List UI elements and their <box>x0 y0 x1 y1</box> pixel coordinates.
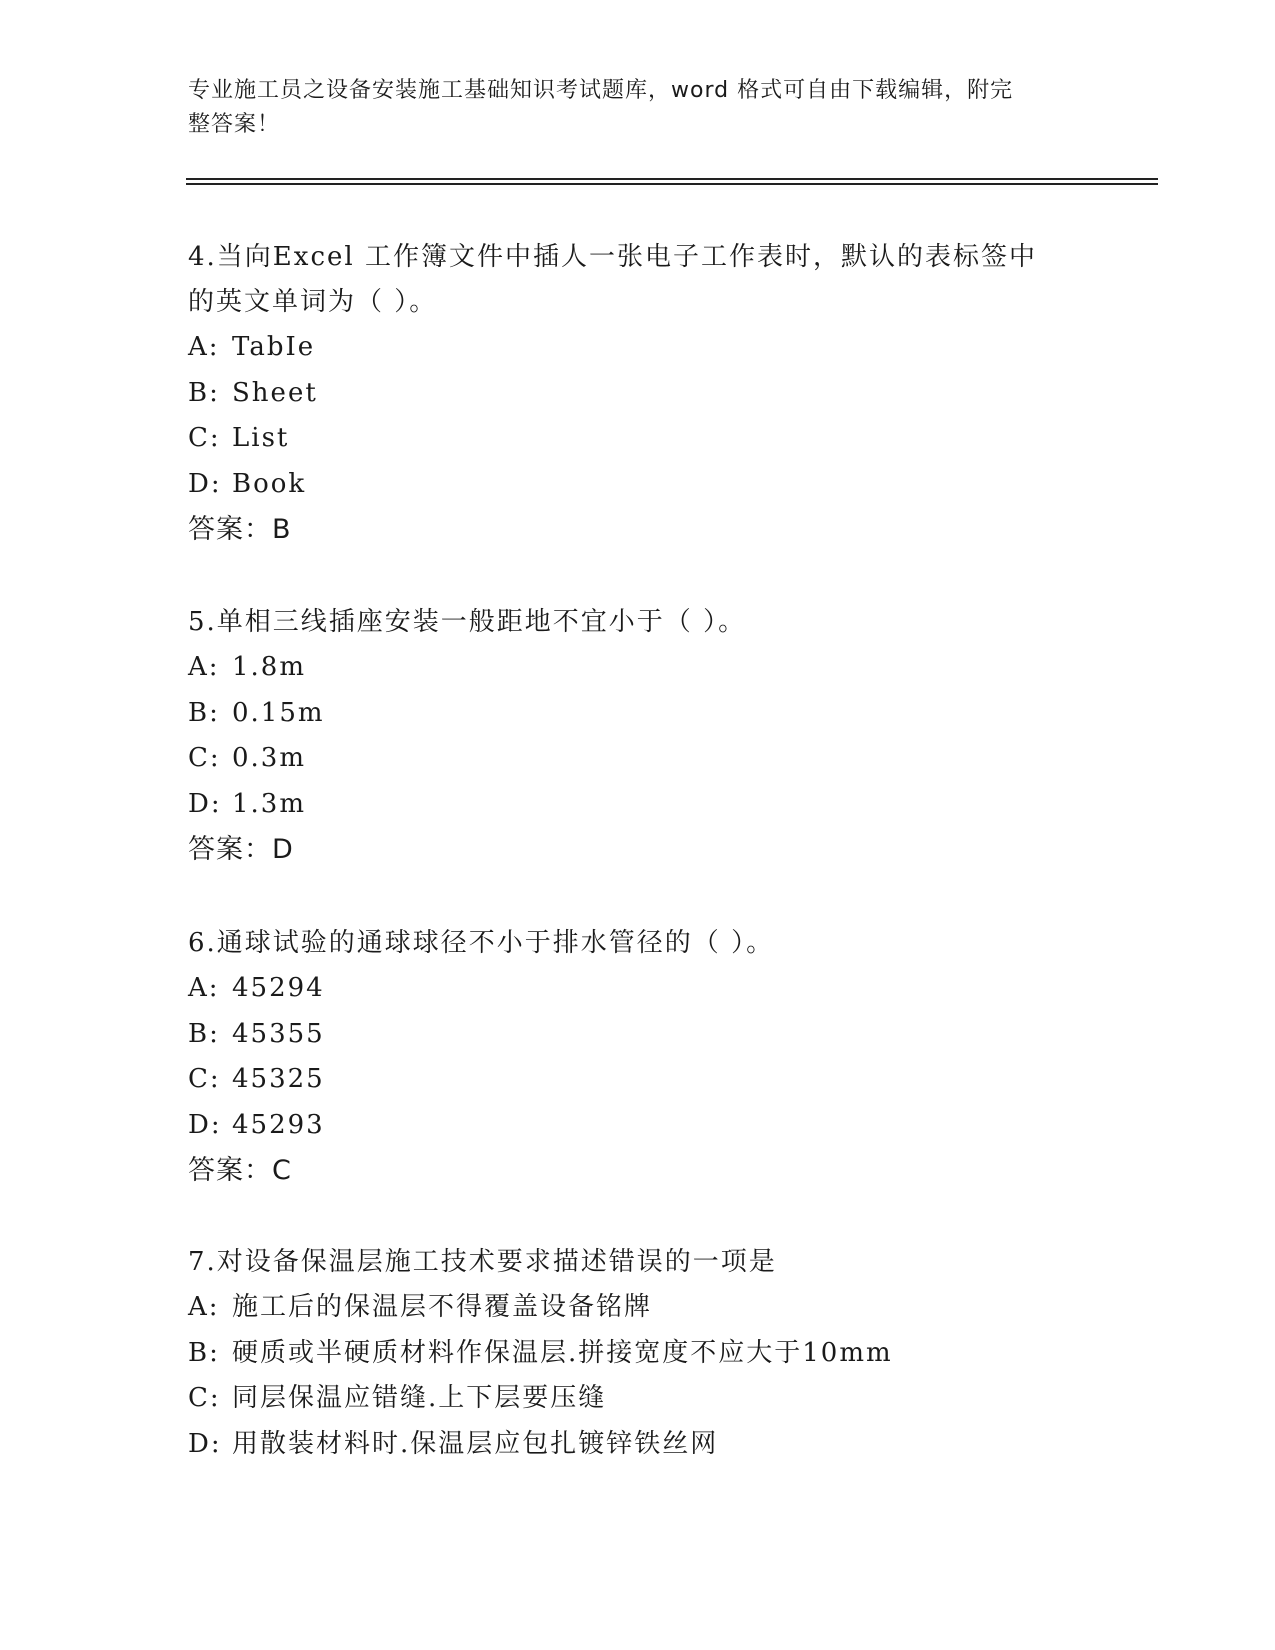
option-c <box>188 1376 1088 1422</box>
option-text: 45325 <box>232 1064 325 1094</box>
option-d <box>188 1422 1088 1468</box>
option-text: Sheet <box>232 377 318 408</box>
question-7 <box>188 1240 1088 1467</box>
option-c <box>188 736 1088 782</box>
option-label: D: <box>188 468 222 499</box>
option-c <box>188 416 1088 462</box>
option-label: A: <box>188 652 220 682</box>
header-divider-bottom <box>186 183 1158 185</box>
option-label: B: <box>188 697 220 728</box>
option-b <box>188 371 1088 417</box>
answer-line: 答案：C <box>188 1155 292 1186</box>
option-d <box>188 1103 1088 1149</box>
option-b <box>188 1012 1088 1058</box>
option-d <box>188 782 1088 828</box>
option-b <box>188 1331 1088 1377</box>
option-text: 45294 <box>232 973 325 1003</box>
option-text: 0.15m <box>232 697 325 728</box>
option-text: 同层保温应错缝.上下层要压缝 <box>232 1383 607 1413</box>
document-header <box>188 74 1068 142</box>
answer-line: 答案：D <box>188 834 294 865</box>
option-b <box>188 691 1088 737</box>
option-d <box>188 462 1088 508</box>
question-stem-line: 的英文单词为（ ）。 <box>188 287 438 317</box>
option-label: D: <box>188 788 222 819</box>
option-text: 施工后的保温层不得覆盖设备铭牌 <box>232 1292 653 1322</box>
option-text: 用散装材料时.保温层应包扎镀锌铁丝网 <box>232 1428 719 1459</box>
option-label: B: <box>188 377 220 408</box>
option-label: B: <box>188 1337 220 1368</box>
option-a <box>188 966 1088 1012</box>
question-stem-line: 6.通球试验的通球球径不小于排水管径的（ ）。 <box>188 928 775 958</box>
option-label: D: <box>188 1428 222 1459</box>
option-label: A: <box>188 973 220 1003</box>
option-label: A: <box>188 332 220 362</box>
option-text: TabIe <box>232 332 316 362</box>
question-6 <box>188 921 1088 1193</box>
option-label: A: <box>188 1292 220 1322</box>
option-text: List <box>232 423 290 453</box>
option-text: 硬质或半硬质材料作保温层.拼接宽度不应大于10mm <box>232 1337 893 1368</box>
question-stem-line: 7.对设备保温层施工技术要求描述错误的一项是 <box>188 1247 777 1277</box>
option-text: 1.8m <box>232 652 307 682</box>
option-label: C: <box>188 743 221 773</box>
option-label: D: <box>188 1109 222 1140</box>
option-text: 0.3m <box>232 743 307 773</box>
option-c <box>188 1057 1088 1103</box>
option-text: 45293 <box>232 1109 325 1140</box>
option-label: C: <box>188 1064 221 1094</box>
option-text: 1.3m <box>232 788 307 819</box>
option-text: 45355 <box>232 1018 325 1049</box>
option-label: B: <box>188 1018 220 1049</box>
option-label: C: <box>188 1383 221 1413</box>
header-divider-top <box>186 178 1158 180</box>
option-a <box>188 325 1088 371</box>
question-stem-line: 5.单相三线插座安装一般距地不宜小于（ ）。 <box>188 607 747 637</box>
option-text: Book <box>232 468 307 499</box>
option-a <box>188 1285 1088 1331</box>
header-line-1: 专业施工员之设备安装施工基础知识考试题库，word 格式可自由下载编辑，附完 <box>188 78 1014 103</box>
answer-line: 答案：B <box>188 514 292 545</box>
option-a <box>188 645 1088 691</box>
question-5 <box>188 600 1088 872</box>
question-4 <box>188 235 1088 552</box>
question-stem-line: 4.当向Excel 工作簿文件中插人一张电子工作表时，默认的表标签中 <box>188 242 1037 272</box>
header-line-2: 整答案！ <box>188 112 281 137</box>
option-label: C: <box>188 423 221 453</box>
